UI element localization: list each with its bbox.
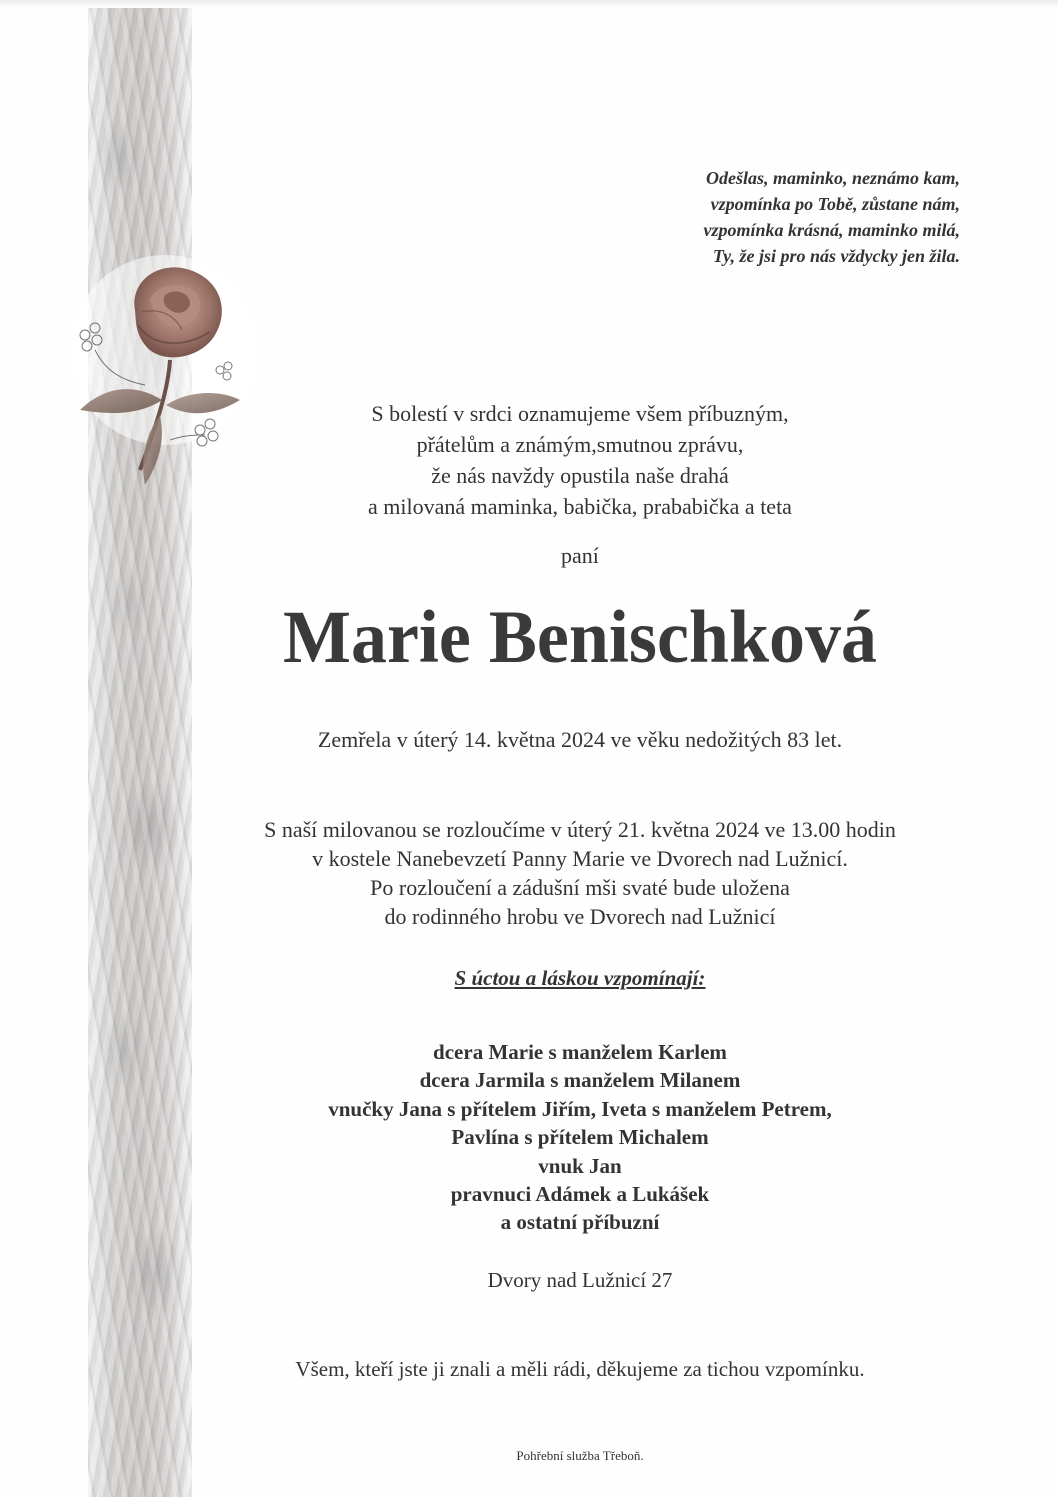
relative-line: dcera Marie s manželem Karlem <box>433 1040 727 1064</box>
funeral-service-footer: Pohřební služba Třeboň. <box>516 1448 644 1463</box>
title-prefix: paní <box>561 543 599 568</box>
poem-line: vzpomínka po Tobě, zůstane nám, <box>710 194 960 214</box>
relative-line: vnučky Jana s přítelem Jiřím, Iveta s manželem Petrem, <box>328 1096 832 1121</box>
poem-line: Ty, že jsi pro nás vždycky jen žila. <box>712 246 960 266</box>
ceremony-line: S naší milovanou se rozloučíme v úterý 21. května 2024 ve 13.00 hodin <box>264 817 896 842</box>
ceremony-line: do rodinného hrobu ve Dvorech nad Lužnicí <box>384 904 776 929</box>
relative-line: Pavlína s přítelem Michalem <box>451 1125 709 1150</box>
poem-line: Odešlas, maminko, neznámo kam, <box>705 168 960 188</box>
announcement-line: S bolestí v srdci oznamujeme všem příbuzným, <box>371 401 789 426</box>
relative-line: pravnuci Adámek a Lukášek <box>450 1182 710 1207</box>
announcement-line: že nás navždy opustila naše drahá <box>431 463 729 488</box>
announcement-line: přátelům a známým,smutnou zprávu, <box>416 432 744 457</box>
remember-title: S úctou a láskou vzpomínají: <box>454 966 706 990</box>
ceremony-line: v kostele Nanebevzetí Panny Marie ve Dvorech nad Lužnicí. <box>312 846 848 871</box>
ceremony-info <box>200 815 960 931</box>
address: Dvory nad Lužnicí 27 <box>487 1268 673 1292</box>
scan-edge <box>0 0 1058 8</box>
announcement-line: a milovaná maminka, babička, prababička a teta <box>368 494 792 519</box>
poem <box>560 165 960 269</box>
relative-line: vnuk Jan <box>538 1153 622 1178</box>
marble-strip <box>88 8 192 1497</box>
relative-line: a ostatní příbuzní <box>500 1210 660 1235</box>
announcement <box>200 398 960 522</box>
relative-line: dcera Jarmila s manželem Milanem <box>419 1068 741 1093</box>
deceased-name: Marie Benischková <box>283 595 877 679</box>
ceremony-line: Po rozloučení a zádušní mši svaté bude uložena <box>370 875 790 900</box>
relatives-list <box>200 1038 960 1237</box>
thanks-line: Všem, kteří jste ji znali a měli rádi, děkujeme za tichou vzpomínku. <box>295 1357 865 1381</box>
death-notice: Zemřela v úterý 14. května 2024 ve věku nedožitých 83 let. <box>317 727 843 752</box>
poem-line: vzpomínka krásná, maminko milá, <box>703 220 960 240</box>
